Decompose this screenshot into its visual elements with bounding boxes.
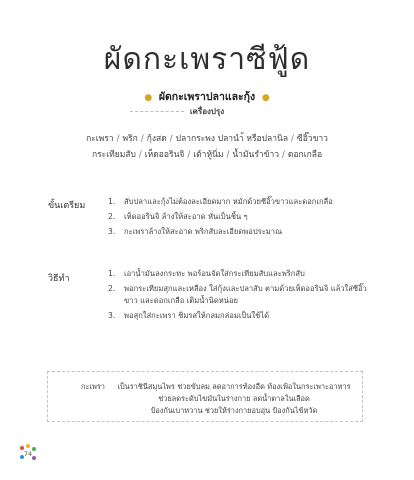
ingredient-item: กะเพรา — [86, 134, 114, 144]
step-text: สับปลาและกุ้งไม่ต้องละเอียดมาก หมักด้วยซีอิ๊วขาวและดอกเกลือ — [124, 197, 333, 206]
step-text: กะเพราล้างให้สะอาด พริกสับละเอียดพอประมาณ — [124, 227, 283, 236]
bullet-icon: ● — [261, 93, 270, 103]
list-item — [108, 196, 376, 208]
prep-steps — [108, 196, 376, 241]
ingredient-item: พริก — [122, 134, 138, 144]
ingredients-heading: เครื่องปรุง — [189, 106, 225, 116]
separator: / — [140, 134, 144, 144]
separator: / — [291, 134, 294, 144]
prep-heading: ขั้นเตรียม — [48, 201, 86, 211]
list-item — [108, 226, 376, 238]
ingredient-item: น้ำมันรำข้าว — [232, 150, 280, 160]
ingredient-item: กุ้งสด — [146, 134, 167, 144]
step-number: 3. — [108, 227, 116, 236]
ingredients-line-2 — [30, 147, 384, 161]
list-item — [108, 211, 376, 223]
ingredient-item: เต้าหู้นิ่ม — [193, 150, 224, 160]
step-number: 3. — [108, 311, 116, 320]
logo-dot — [26, 444, 30, 448]
step-number: 1. — [108, 269, 116, 278]
ingredient-item: ดอกเกลือ — [287, 150, 323, 160]
separator: / — [226, 150, 230, 160]
step-number: 2. — [108, 284, 116, 293]
logo-dot — [32, 447, 36, 451]
tip-text — [116, 381, 352, 417]
tip-line: เป็นราชินีสมุนไพร ช่วยขับลม ลดอาการท้องอืด ท้องเฟ้อในกระเพาะอาหาร — [117, 382, 351, 391]
tip-line: ป้องกันเบาหวาน ช่วยให้ร่างกายอบอุ่น ป้องกันไข้หวัด — [150, 406, 318, 415]
separator: / — [282, 150, 285, 160]
bullet-icon: ● — [144, 93, 153, 103]
step-text: พอกระเทียมสุกและเหลือง ใส่กุ้งและปลาสับ ตามด้วยเห็ดออรินจิ แล้วใส่ซีอิ๊วขาว และดอกเกลือ เติมน้ำนิดหน่อย — [124, 284, 367, 305]
tip-box — [47, 371, 363, 422]
separator: / — [187, 150, 191, 160]
step-number: 1. — [108, 197, 116, 206]
cookbook-logo-icon — [18, 443, 38, 463]
ingredients-line-1 — [30, 131, 384, 145]
tip-line: ช่วยลดระดับไขมันในร่างกาย ลดน้ำตาลในเลือด — [158, 394, 310, 403]
ingredient-item: ซีอิ๊วขาว — [296, 134, 328, 144]
step-text: เอาน้ำมันลงกระทะ พอร้อนจัดใส่กระเทียมสับและพริกสับ — [124, 269, 305, 278]
recipe-subtitle-row — [0, 88, 414, 105]
tip-label: กะเพรา — [81, 382, 105, 391]
ingredient-item: เห็ดออรินจิ — [144, 150, 185, 160]
step-number: 2. — [108, 212, 116, 221]
list-item — [108, 268, 376, 280]
method-steps — [108, 268, 376, 325]
separator: / — [169, 134, 173, 144]
step-text: เห็ดออรินจิ ล้างให้สะอาด หั่นเป็นชิ้น ๆ — [124, 212, 248, 221]
separator: / — [138, 150, 142, 160]
separator: / — [116, 134, 120, 144]
ingredients-heading-row — [0, 104, 414, 118]
method-heading: วิธีทำ — [48, 274, 70, 284]
list-item — [108, 283, 376, 307]
recipe-title: ผัดกะเพราซีฟู้ด — [103, 42, 311, 77]
list-item — [108, 310, 376, 322]
ingredient-item: ปลากระพง ปลานำ้ หรือปลานิล — [175, 134, 289, 144]
divider — [130, 111, 184, 112]
logo-text: 74 — [23, 450, 33, 458]
recipe-subtitle: ผัดกะเพราปลาและกุ้ง — [158, 91, 256, 103]
logo-dot — [32, 456, 36, 460]
step-text: พอสุกใส่กะเพรา ชิมรสให้กลมกล่อมเป็นใช้ได้ — [124, 311, 270, 320]
ingredient-item: กระเทียมสับ — [91, 150, 136, 160]
